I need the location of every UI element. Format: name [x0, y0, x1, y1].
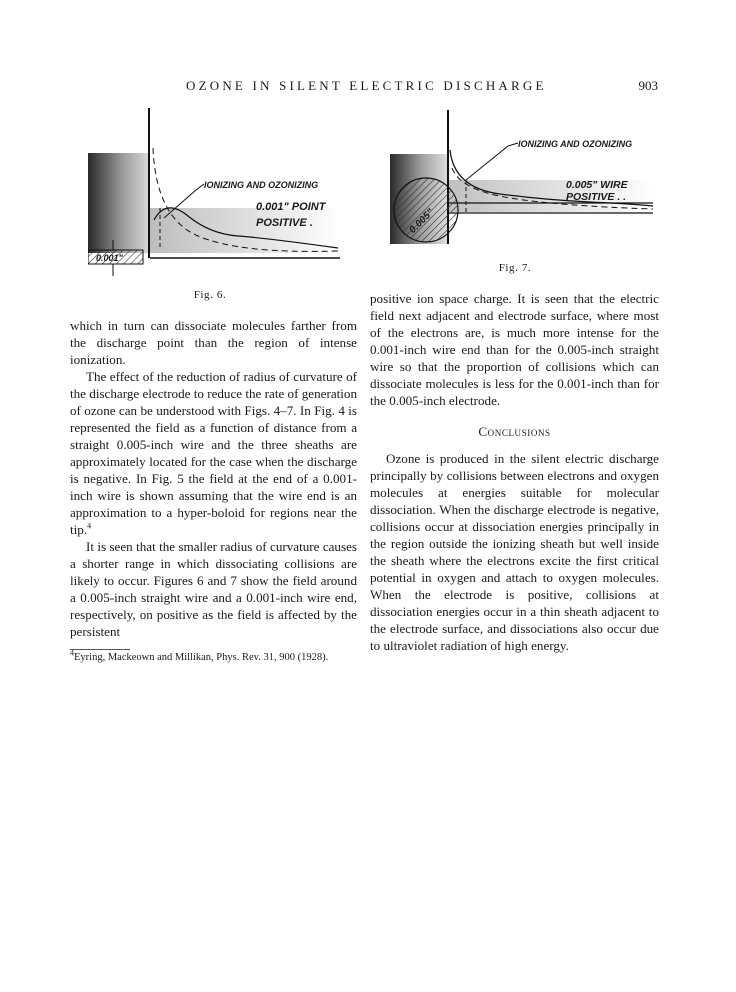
figure-7-label-line2: POSITIVE . . [566, 191, 627, 203]
running-header [0, 78, 736, 98]
figure-6-label-line2: POSITIVE . [256, 217, 313, 229]
figure-7-label-ionizing: IONIZING AND OZONIZING [518, 139, 633, 149]
left-paragraph-1: which in turn can dissociate molecules farther from the discharge point than the region of intense ionization. [70, 318, 357, 367]
left-paragraph-2 [70, 368, 357, 538]
footnote [70, 648, 357, 664]
footnote-text: Eyring, Mackeown and Millikan, Phys. Rev. 31, 900 (1928). [74, 652, 329, 663]
figure-7 [390, 110, 660, 250]
left-paragraph-3: It is seen that the smaller radius of curvature causes a shorter range in which dissociating collisions are likely to occur. Figures 6 and 7 show the field around a 0.005-inch straight wire and a 0.001-inch wire end, respectively, on positive as the field is affected by the persistent [70, 539, 357, 639]
figure-6 [88, 108, 348, 283]
figure-6-label-line1: 0.001" POINT [256, 201, 326, 213]
page-number: 903 [638, 78, 658, 93]
figure-6-caption: Fig. 6. [193, 289, 227, 301]
figure-6-dimension: 0.001" [96, 253, 123, 263]
figure-7-dimension: 0.005" [407, 206, 437, 236]
section-heading: Conclusions [478, 424, 551, 439]
figure-6-label-ionizing: IONIZING AND OZONIZING [204, 180, 319, 190]
left-column [70, 317, 357, 640]
figure-7-label-line1: 0.005" WIRE [566, 179, 628, 191]
left-paragraph-2-text: The effect of the reduction of radius of curvature of the discharge electrode to reduce the rate of generation of ozone can be understood with Figs. 4–7. In Fig. 4 is represented the field as a function of distance from a straight 0.005-inch wire and the three sheaths are approximately located for the case when the discharge is negative. In Fig. 5 the field at the end of a 0.001-inch wire is shown assuming that the wire end is an approximation to a hyper-boloid for regions near the tip. [70, 369, 357, 537]
right-paragraph-1: positive ion space charge. It is seen that the electric field next adjacent and electrode surface, where most of the electrons are, is much more intense for the 0.001-inch wire end than for the 0.005-inch straight wire so that the proportion of collisions which can dissociate molecules is less for the 0.001-inch than for the 0.005-inch electrode. [370, 291, 659, 408]
running-title: OZONE IN SILENT ELECTRIC DISCHARGE [186, 78, 547, 93]
right-paragraph-2: Ozone is produced in the silent electric discharge principally by collisions between electrons and oxygen molecules at energies suitable for molecular dissociation. When the discharge electrode is negative, collisions occur at dissociation energies principally in the region outside the ionizing sheath but well inside the sheath where the electrons excite the first critical potential in oxygen and attach to oxygen molecules. When the electrode is positive, collisions at dissociation energies occur in a thin sheath adjacent to the electrode surface, and dissociations also occur due to ultraviolet radiation of high energy. [370, 451, 659, 653]
figure-7-diagram [390, 110, 660, 250]
footnote-rule [70, 649, 130, 650]
right-column [370, 290, 659, 654]
footnote-marker: 4 [70, 648, 74, 658]
figure-6-diagram [88, 108, 348, 283]
footnote-ref: 4 [87, 521, 92, 531]
figure-7-caption: Fig. 7. [498, 262, 532, 274]
